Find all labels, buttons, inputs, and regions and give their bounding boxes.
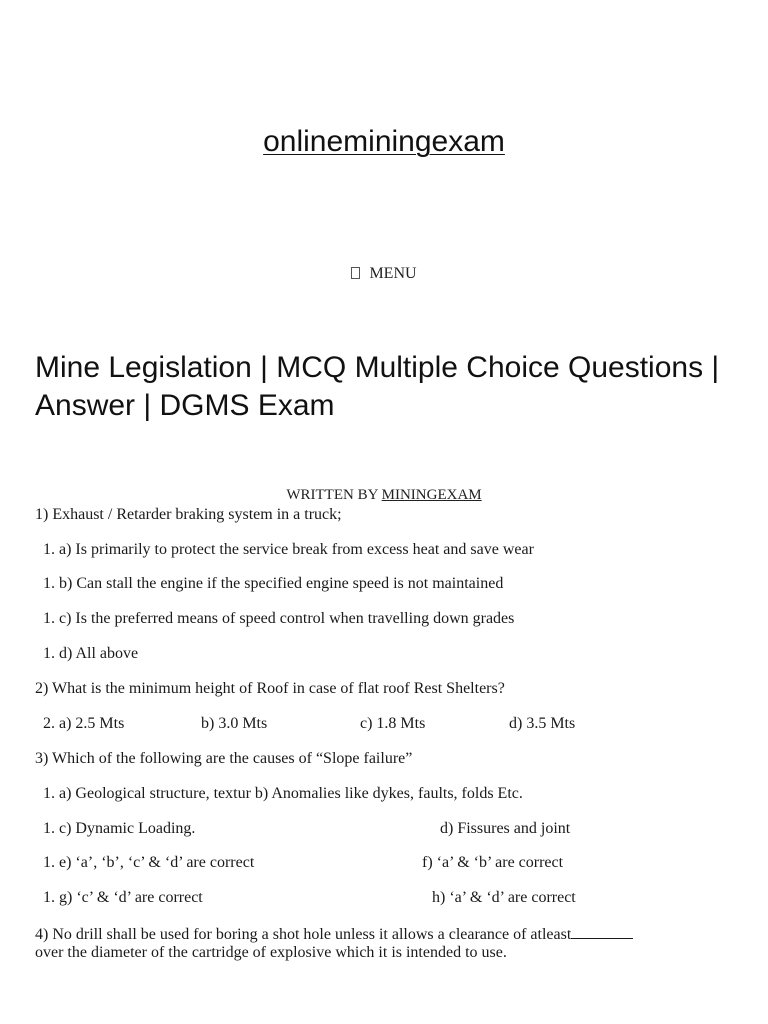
question-2-option-b: b) 3.0 Mts xyxy=(201,715,268,732)
question-3-option-g: 1. g) ‘c’ & ‘d’ are correct xyxy=(43,889,203,906)
question-2-option-a: 2. a) 2.5 Mts xyxy=(43,715,125,732)
author-link[interactable]: MININGEXAM xyxy=(381,487,482,503)
byline xyxy=(0,486,768,504)
question-3-option-h: h) ‘a’ & ‘d’ are correct xyxy=(432,889,576,906)
answer-blank xyxy=(571,924,633,939)
question-2-option-d: d) 3.5 Mts xyxy=(509,715,576,732)
menu-icon xyxy=(351,267,360,279)
question-3-option-ab: 1. a) Geological structure, textur b) Anomalies like dykes, faults, folds Etc. xyxy=(43,785,523,802)
question-3-option-c: 1. c) Dynamic Loading. xyxy=(43,820,196,837)
question-3-option-f: f) ‘a’ & ‘b’ are correct xyxy=(422,854,564,871)
question-1-option-b: 1. b) Can stall the engine if the specified engine speed is not maintained xyxy=(43,575,504,592)
site-title xyxy=(0,124,768,160)
question-3-stem: 3) Which of the following are the causes of “Slope failure” xyxy=(35,750,413,767)
question-1-option-d: 1. d) All above xyxy=(43,645,139,662)
menu-toggle-button[interactable] xyxy=(0,264,768,284)
site-title-link[interactable]: onlineminingexam xyxy=(263,125,505,158)
question-1-option-a: 1. a) Is primarily to protect the service break from excess heat and save wear xyxy=(43,541,534,558)
post-title: Mine Legislation | MCQ Multiple Choice Questions | Answer | DGMS Exam xyxy=(35,351,720,422)
question-4-stem-line-1 xyxy=(35,924,633,945)
question-4-stem-line-2: over the diameter of the cartridge of explosive which it is intended to use. xyxy=(35,944,507,961)
question-3-option-d: d) Fissures and joint xyxy=(440,820,571,837)
question-2-option-c: c) 1.8 Mts xyxy=(360,715,426,732)
question-1-stem: 1) Exhaust / Retarder braking system in a truck; xyxy=(35,506,342,523)
menu-label: MENU xyxy=(369,265,417,282)
byline-prefix: WRITTEN BY xyxy=(286,487,378,503)
question-1-option-c: 1. c) Is the preferred means of speed control when travelling down grades xyxy=(43,610,515,627)
question-4-stem-text: 4) No drill shall be used for boring a shot hole unless it allows a clearance of atleast xyxy=(35,926,572,943)
question-3-option-e: 1. e) ‘a’, ‘b’, ‘c’ & ‘d’ are correct xyxy=(43,854,255,871)
question-2-stem: 2) What is the minimum height of Roof in case of flat roof Rest Shelters? xyxy=(35,680,505,697)
